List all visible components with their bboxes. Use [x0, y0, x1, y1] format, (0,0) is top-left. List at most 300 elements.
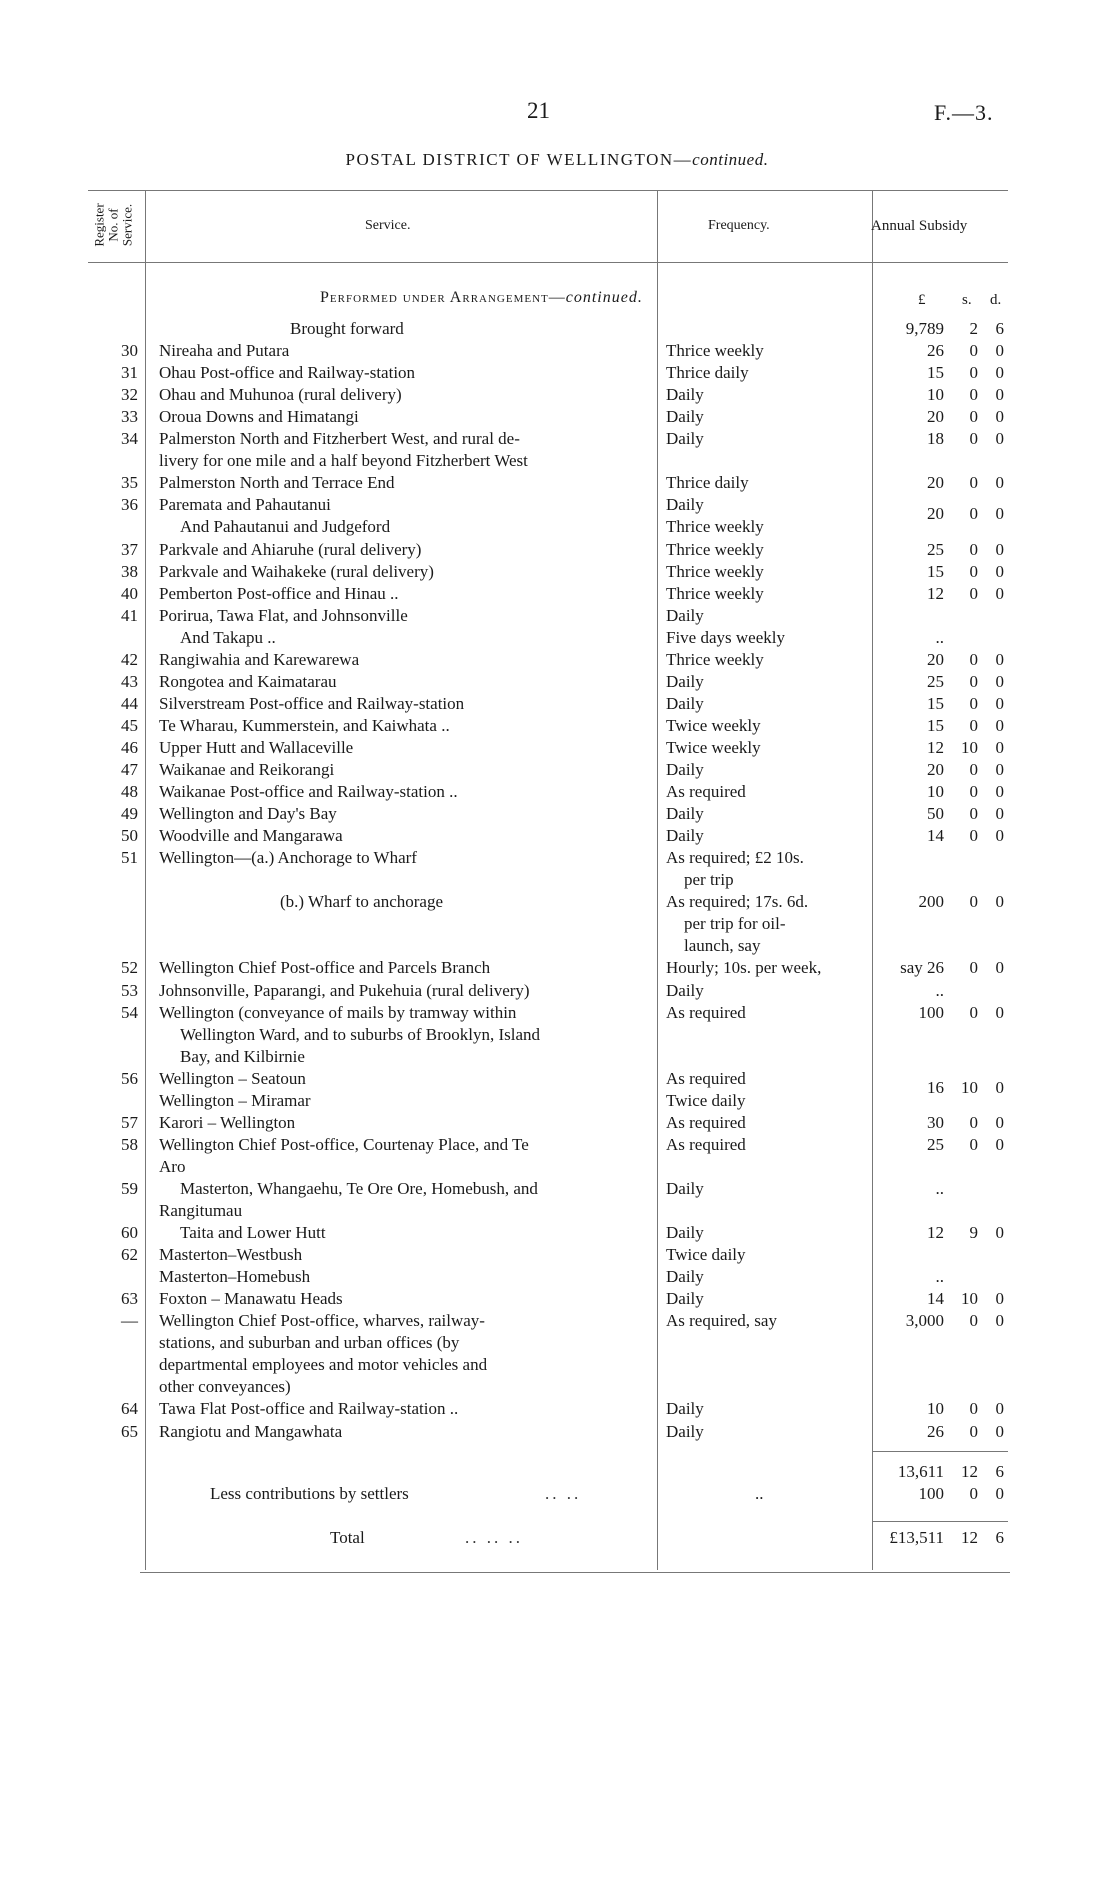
amount-pence: 0 — [995, 363, 1004, 383]
table-row — [0, 340, 1114, 362]
service-name: Palmerston North and Terrace End — [159, 473, 395, 493]
table-row — [0, 1002, 1114, 1024]
register-number: 60 — [121, 1223, 138, 1243]
table-row — [0, 869, 1114, 891]
table-row — [0, 693, 1114, 715]
frequency: Thrice weekly — [666, 341, 764, 361]
amount-shillings: 0 — [969, 1002, 978, 1022]
amount-pence: 0 — [995, 429, 1004, 449]
frequency: Daily — [666, 760, 704, 779]
frequency: Thrice weekly — [666, 561, 764, 581]
amount-pounds: 20 — [927, 473, 944, 493]
register-number: 65 — [121, 1421, 138, 1441]
frequency: Daily — [666, 495, 704, 515]
amount-shillings: 0 — [969, 1421, 978, 1441]
service-name: Johnsonville, Paparangi, and Pukehuia (rural delivery) — [159, 980, 530, 1000]
table-row — [0, 428, 1114, 450]
table-row — [0, 1244, 1114, 1266]
frequency: As required — [666, 782, 746, 802]
service-name: Rangiwahia and Karewarewa — [159, 649, 360, 669]
amount-pounds: 3,000 — [905, 1311, 944, 1331]
service-name: Palmerston North and Fitzherbert West, and rural de- — [159, 429, 520, 449]
service-name: Tawa Flat Post-office and Railway-station .. — [159, 1399, 459, 1419]
subtotal-pounds: 13,611 — [897, 1462, 944, 1481]
amount-pounds: 20 — [927, 504, 944, 523]
amount-pounds: 12 — [927, 737, 944, 757]
amount-pounds: 12 — [927, 1223, 944, 1243]
frequency: Daily — [666, 693, 704, 713]
amount-pounds: 9,789 — [905, 319, 944, 338]
less-shillings: 0 — [969, 1484, 978, 1503]
frequency: Twice daily — [666, 1245, 746, 1265]
amount-pounds: 20 — [927, 649, 944, 669]
table-row — [0, 1398, 1114, 1420]
register-number: 47 — [121, 760, 138, 779]
frequency: Five days weekly — [666, 627, 785, 647]
amount-shillings: 0 — [969, 363, 978, 383]
amount-pounds: say 26 — [900, 958, 944, 978]
amount-shillings: 0 — [969, 407, 978, 427]
amount-shillings: 10 — [961, 737, 978, 757]
table-row — [0, 1178, 1114, 1200]
frequency: Daily — [666, 980, 704, 1000]
amount-shillings: 10 — [961, 1078, 978, 1097]
table-row — [0, 649, 1114, 671]
section-label-italic: continued. — [565, 289, 643, 306]
frequency: Thrice daily — [666, 473, 749, 493]
amount-pence: 0 — [995, 504, 1004, 523]
register-number: 59 — [121, 1178, 138, 1198]
total-pence: 6 — [995, 1528, 1004, 1547]
frequency: As required — [666, 1002, 746, 1022]
register-number: 32 — [121, 385, 138, 405]
service-name: stations, and suburban and urban offices (by — [159, 1333, 460, 1353]
service-name: Wellington—(a.) Anchorage to Wharf — [159, 848, 417, 868]
subtotal-row — [0, 1461, 1114, 1483]
amount-pence: 0 — [995, 671, 1004, 691]
table-row — [0, 1421, 1114, 1443]
amount-pounds: 30 — [927, 1112, 944, 1132]
table-row — [0, 1046, 1114, 1068]
frequency: Thrice weekly — [666, 517, 764, 537]
amount-pence: 0 — [995, 892, 1004, 912]
service-name: Brought forward — [290, 319, 404, 338]
table-row — [0, 1112, 1114, 1134]
amount-shillings: 2 — [969, 319, 978, 338]
service-name: Wellington Chief Post-office, wharves, railway- — [159, 1311, 485, 1331]
document-reference: F.—3. — [934, 100, 994, 125]
total-label: Total — [330, 1528, 365, 1547]
service-name: Wellington Chief Post-office and Parcels Branch — [159, 958, 491, 978]
amount-shillings: 0 — [969, 958, 978, 978]
table-row — [0, 1266, 1114, 1288]
register-number: 51 — [121, 848, 138, 868]
table-row — [0, 318, 1114, 340]
register-number: 45 — [121, 715, 138, 735]
table-row — [0, 583, 1114, 605]
service-name: Paremata and Pahautanui — [159, 495, 331, 515]
register-number: 40 — [121, 583, 138, 603]
service-name: Wellington (conveyance of mails by tramway within — [159, 1002, 517, 1022]
service-name: Foxton – Manawatu Heads — [159, 1289, 343, 1309]
table-row — [0, 980, 1114, 1002]
frequency: Thrice weekly — [666, 539, 764, 559]
amount-pounds: 14 — [927, 826, 944, 846]
amount-pence: 0 — [995, 1078, 1004, 1097]
service-name: (b.) Wharf to anchorage — [280, 892, 443, 912]
table-row — [0, 605, 1114, 627]
amount-pence: 0 — [995, 1134, 1004, 1154]
amount-shillings: 0 — [969, 473, 978, 493]
amount-shillings: 0 — [969, 1399, 978, 1419]
table-row — [0, 406, 1114, 428]
frequency: Thrice daily — [666, 363, 749, 383]
subtotal-shillings: 12 — [961, 1462, 978, 1481]
amount-pence: 0 — [995, 407, 1004, 427]
service-name: And Takapu .. — [180, 627, 276, 647]
amount-pence: 0 — [995, 1289, 1004, 1309]
amount-pence: 0 — [995, 693, 1004, 713]
amount-shillings: 0 — [969, 1134, 978, 1154]
amount-shillings: 0 — [969, 649, 978, 669]
table-row — [0, 803, 1114, 825]
amount-pence: 0 — [995, 1311, 1004, 1331]
amount-pounds: 15 — [927, 363, 944, 383]
amount-pence: 0 — [995, 385, 1004, 405]
frequency: Daily — [666, 1399, 704, 1419]
frequency: Daily — [666, 429, 704, 449]
frequency: Daily — [666, 804, 704, 824]
less-pounds: 100 — [918, 1484, 944, 1503]
frequency: launch, say — [684, 936, 761, 956]
amount-pence: 0 — [995, 561, 1004, 581]
subtotal-rule — [872, 1451, 1008, 1452]
leader-dots: .. .. — [545, 1484, 582, 1503]
amount-pounds: 26 — [927, 341, 944, 361]
table-row — [0, 561, 1114, 583]
service-name: livery for one mile and a half beyond Fitzherbert West — [159, 451, 528, 471]
amount-pence: 0 — [995, 958, 1004, 978]
amount-pounds: 20 — [927, 407, 944, 427]
table-row — [0, 1288, 1114, 1310]
amount-pounds: 10 — [927, 385, 944, 405]
table-row — [0, 1376, 1114, 1398]
amount-shillings: 0 — [969, 561, 978, 581]
grouped-amount-row — [0, 503, 1114, 525]
amount-pounds: 10 — [927, 782, 944, 802]
frequency: Twice daily — [666, 1090, 746, 1110]
page-number: 21 — [527, 98, 550, 123]
unit-pounds: £ — [918, 292, 926, 308]
service-name: Parkvale and Ahiaruhe (rural delivery) — [159, 539, 422, 559]
amount-shillings: 0 — [969, 826, 978, 846]
service-name: And Pahautanui and Judgeford — [180, 517, 391, 537]
amount-shillings: 0 — [969, 693, 978, 713]
frequency: per trip — [684, 870, 734, 890]
amount-shillings: 9 — [969, 1223, 978, 1243]
amount-pounds: 26 — [927, 1421, 944, 1441]
grouped-amount-row — [0, 1077, 1114, 1099]
table-row — [0, 1222, 1114, 1244]
amount-pence: 0 — [995, 782, 1004, 802]
total-shillings: 12 — [961, 1528, 978, 1547]
register-number: 56 — [121, 1068, 138, 1088]
total-rule — [872, 1521, 1008, 1522]
service-name: Nireaha and Putara — [159, 341, 290, 361]
service-name: Woodville and Mangarawa — [159, 826, 343, 846]
table-row — [0, 1354, 1114, 1376]
table-row — [0, 1134, 1114, 1156]
header-bottom-rule — [88, 262, 1008, 263]
amount-pounds: 18 — [927, 429, 944, 449]
amount-pounds: 15 — [927, 561, 944, 581]
amount-pounds: 12 — [927, 583, 944, 603]
service-name: Aro — [159, 1156, 186, 1176]
amount-pence: 0 — [995, 715, 1004, 735]
less-pence: 0 — [995, 1484, 1004, 1503]
title-text: POSTAL DISTRICT OF WELLINGTON— — [345, 150, 693, 169]
register-number: 53 — [121, 980, 138, 1000]
table-row — [0, 384, 1114, 406]
amount-pounds: 100 — [918, 1002, 944, 1022]
amount-pence: 0 — [995, 1112, 1004, 1132]
section-heading — [320, 289, 643, 307]
amount-pounds: 15 — [927, 693, 944, 713]
amount-pence: 0 — [995, 539, 1004, 559]
service-name: Porirua, Tawa Flat, and Johnsonville — [159, 605, 408, 625]
amount-shillings: 0 — [969, 782, 978, 802]
register-number: 54 — [121, 1002, 138, 1022]
subsidy-column-header: Annual Subsidy — [871, 218, 968, 234]
amount-shillings: 0 — [969, 583, 978, 603]
amount-pence: 0 — [995, 1399, 1004, 1419]
register-number: 38 — [121, 561, 138, 581]
table-row — [0, 450, 1114, 472]
table-row — [0, 781, 1114, 803]
amount-pounds: .. — [935, 1178, 944, 1198]
register-number: 37 — [121, 539, 138, 559]
amount-shillings: 0 — [969, 429, 978, 449]
service-name: Waikanae Post-office and Railway-station .. — [159, 782, 458, 802]
total-pounds: £13,511 — [889, 1528, 944, 1547]
service-name: Wellington – Seatoun — [159, 1068, 306, 1088]
frequency: As required — [666, 1134, 746, 1154]
amount-shillings: 0 — [969, 760, 978, 779]
table-row — [0, 539, 1114, 561]
amount-pounds: 10 — [927, 1399, 944, 1419]
register-number: 35 — [121, 473, 138, 493]
service-name: Rangiotu and Mangawhata — [159, 1421, 343, 1441]
leader-dots: .. .. .. — [465, 1528, 523, 1547]
amount-pence: 0 — [995, 760, 1004, 779]
table-row — [0, 362, 1114, 384]
service-name: Wellington and Day's Bay — [159, 804, 337, 824]
frequency: Daily — [666, 605, 704, 625]
table-row — [0, 1156, 1114, 1178]
frequency: As required — [666, 1068, 746, 1088]
less-contributions-label: Less contributions by settlers — [210, 1484, 409, 1503]
table-row — [0, 891, 1114, 913]
service-name: Oroua Downs and Himatangi — [159, 407, 359, 427]
register-number: 43 — [121, 671, 138, 691]
service-name: Rongotea and Kaimatarau — [159, 671, 337, 691]
service-name: Bay, and Kilbirnie — [180, 1046, 305, 1066]
table-row — [0, 715, 1114, 737]
amount-shillings: 0 — [969, 341, 978, 361]
register-number: 64 — [121, 1399, 138, 1419]
table-row — [0, 935, 1114, 957]
frequency: Daily — [666, 385, 704, 405]
amount-pounds: 25 — [927, 539, 944, 559]
frequency: Thrice weekly — [666, 649, 764, 669]
amount-pence: 0 — [995, 583, 1004, 603]
register-number: 34 — [121, 429, 138, 449]
amount-pence: 0 — [995, 341, 1004, 361]
amount-pounds: 16 — [927, 1078, 944, 1097]
table-row — [0, 1024, 1114, 1046]
amount-shillings: 0 — [969, 1311, 978, 1331]
table-top-rule — [88, 190, 1008, 191]
amount-pounds: 15 — [927, 715, 944, 735]
amount-shillings: 0 — [969, 715, 978, 735]
frequency: Daily — [666, 1421, 704, 1441]
frequency: As required; 17s. 6d. — [666, 892, 809, 912]
amount-shillings: 0 — [969, 892, 978, 912]
amount-shillings: 0 — [969, 671, 978, 691]
service-name: Pemberton Post-office and Hinau .. — [159, 583, 399, 603]
amount-pounds: 20 — [927, 760, 944, 779]
frequency: Daily — [666, 1178, 704, 1198]
table-row — [0, 1310, 1114, 1332]
amount-pence: 0 — [995, 804, 1004, 824]
frequency: Twice weekly — [666, 737, 761, 757]
table-row — [0, 627, 1114, 649]
register-number: 42 — [121, 649, 138, 669]
unit-shillings: s. — [962, 292, 972, 308]
service-name: Masterton–Homebush — [159, 1267, 311, 1287]
frequency: Daily — [666, 671, 704, 691]
amount-pounds: .. — [935, 980, 944, 1000]
amount-shillings: 0 — [969, 539, 978, 559]
subtotal-pence: 6 — [995, 1462, 1004, 1481]
service-name: Parkvale and Waihakeke (rural delivery) — [159, 561, 434, 581]
register-number: 30 — [121, 341, 138, 361]
register-number: 63 — [121, 1289, 138, 1309]
frequency: Daily — [666, 1289, 704, 1309]
service-name: Ohau Post-office and Railway-station — [159, 363, 416, 383]
table-row — [0, 913, 1114, 935]
amount-shillings: 0 — [969, 504, 978, 523]
register-number: 36 — [121, 495, 138, 515]
less-contributions-row — [0, 1483, 1114, 1505]
register-number: 50 — [121, 826, 138, 846]
service-name: Masterton, Whangaehu, Te Ore Ore, Homebush, and — [180, 1178, 538, 1198]
frequency: Thrice weekly — [666, 583, 764, 603]
register-number: 57 — [121, 1112, 138, 1132]
frequency: Daily — [666, 407, 704, 427]
register-number: 62 — [121, 1245, 138, 1265]
service-column-header: Service. — [365, 218, 411, 233]
table-row — [0, 847, 1114, 869]
table-row — [0, 737, 1114, 759]
amount-pounds: 25 — [927, 1134, 944, 1154]
amount-shillings: 0 — [969, 804, 978, 824]
table-row — [0, 1332, 1114, 1354]
amount-pence: 0 — [995, 473, 1004, 493]
less-contributions-frequency: .. — [755, 1484, 764, 1503]
amount-pence: 0 — [995, 649, 1004, 669]
register-number: — — [121, 1311, 138, 1331]
register-number: 41 — [121, 605, 138, 625]
table-row — [0, 472, 1114, 494]
amount-pounds: 50 — [927, 804, 944, 824]
frequency: Hourly; 10s. per week, — [666, 958, 822, 978]
service-name: Rangitumau — [159, 1201, 243, 1220]
amount-pence: 0 — [995, 826, 1004, 846]
service-name: Upper Hutt and Wallaceville — [159, 737, 354, 757]
register-number: 46 — [121, 737, 138, 757]
amount-shillings: 10 — [961, 1289, 978, 1309]
register-number: 31 — [121, 363, 138, 383]
register-number: 58 — [121, 1134, 138, 1154]
amount-pence: 6 — [995, 319, 1004, 338]
table-bottom-rule — [140, 1572, 1010, 1573]
service-name: Waikanae and Reikorangi — [159, 760, 335, 779]
frequency-column-header: Frequency. — [708, 218, 770, 233]
amount-pounds: 200 — [918, 892, 944, 912]
service-name: Masterton–Westbush — [159, 1245, 303, 1265]
frequency: As required, say — [666, 1311, 777, 1331]
section-label: Performed under Arrangement— — [320, 289, 566, 306]
service-name: other conveyances) — [159, 1377, 291, 1397]
unit-pence: d. — [990, 292, 1002, 308]
register-number: 49 — [121, 804, 138, 824]
service-name: Wellington – Miramar — [159, 1090, 311, 1110]
table-row — [0, 671, 1114, 693]
service-name: Silverstream Post-office and Railway-station — [159, 693, 465, 713]
frequency: As required; £2 10s. — [666, 848, 804, 868]
service-name: Ohau and Muhunoa (rural delivery) — [159, 385, 402, 405]
frequency: As required — [666, 1112, 746, 1132]
amount-pounds: .. — [935, 1267, 944, 1287]
frequency: Daily — [666, 826, 704, 846]
frequency: per trip for oil- — [684, 914, 786, 934]
amount-pence: 0 — [995, 737, 1004, 757]
service-name: Wellington Ward, and to suburbs of Brooklyn, Island — [180, 1024, 541, 1044]
amount-pounds: 25 — [927, 671, 944, 691]
register-number: 48 — [121, 782, 138, 802]
service-name: Karori – Wellington — [159, 1112, 296, 1132]
amount-pence: 0 — [995, 1002, 1004, 1022]
register-column-header — [84, 190, 144, 260]
frequency: Daily — [666, 1223, 704, 1243]
amount-shillings: 0 — [969, 385, 978, 405]
table-row — [0, 1200, 1114, 1222]
amount-shillings: 0 — [969, 1112, 978, 1132]
table-row — [0, 957, 1114, 979]
amount-pounds: .. — [935, 627, 944, 647]
service-name: departmental employees and motor vehicles and — [159, 1355, 488, 1375]
total-row — [0, 1527, 1114, 1549]
amount-pounds: 14 — [927, 1289, 944, 1309]
service-name: Wellington Chief Post-office, Courtenay Place, and Te — [159, 1134, 529, 1154]
register-header-text: Register No. of Service. — [91, 203, 135, 247]
service-name: Te Wharau, Kummerstein, and Kaiwhata .. — [159, 715, 450, 735]
register-number: 44 — [121, 693, 138, 713]
register-number: 52 — [121, 958, 138, 978]
table-row — [0, 759, 1114, 781]
service-name: Taita and Lower Hutt — [180, 1223, 326, 1243]
